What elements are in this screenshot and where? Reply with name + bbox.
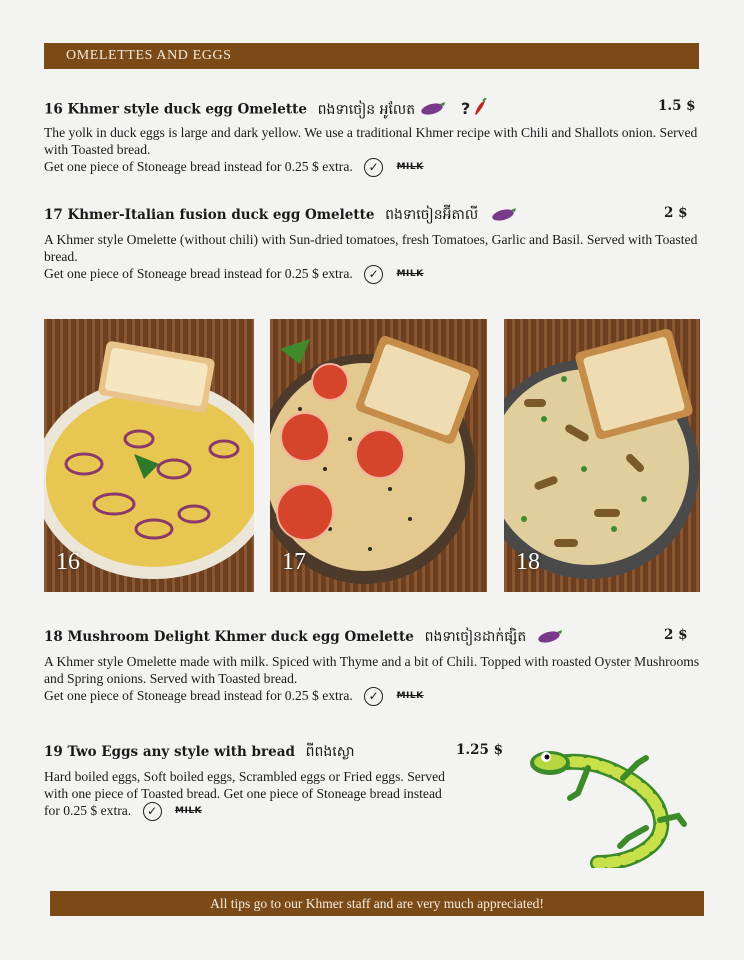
photo-omelette-18 bbox=[504, 319, 700, 592]
section-title: OMELETTES AND EGGS bbox=[66, 48, 232, 63]
photo-number: 16 bbox=[56, 549, 80, 575]
eggplant-icon bbox=[491, 206, 517, 226]
item-khmer-name: ពងទាចៀនដាក់ផ្សិត bbox=[424, 629, 527, 645]
menu-item-17 bbox=[44, 205, 700, 284]
item-khmer-name: ពងទាចៀនអ៊ីតាលី bbox=[385, 207, 479, 223]
item-bread-option: Get one piece of Stoneage bread instead for 0.25 $ extra. bbox=[44, 688, 353, 703]
eggplant-icon bbox=[420, 100, 446, 120]
vegetarian-icon: ✓ bbox=[364, 265, 383, 284]
vegetarian-icon: ✓ bbox=[143, 802, 162, 821]
item-price: 2 $ bbox=[664, 627, 688, 643]
footer-text: All tips go to our Khmer staff and are very much appreciated! bbox=[210, 896, 544, 911]
eggplant-icon bbox=[537, 628, 563, 648]
item-description: A Khmer style Omelette made with milk. Spiced with Thyme and a bit of Chili. Topped with roasted Oyster Mushrooms and Spring onions. Served with Toasted bread. bbox=[44, 654, 700, 686]
item-khmer-name: ពងទាចៀន អូលែត bbox=[317, 101, 416, 118]
no-milk-icon: MILK bbox=[396, 162, 424, 173]
menu-item-16 bbox=[44, 98, 700, 177]
item-bread-option: Get one piece of Stoneage bread instead for 0.25 $ extra. bbox=[44, 266, 353, 281]
item-price: 1.5 $ bbox=[658, 98, 696, 114]
section-header bbox=[44, 43, 699, 69]
item-khmer-name: ពីពងស្ងោ bbox=[305, 744, 355, 760]
item-bread-option: Get one piece of Stoneage bread instead for 0.25 $ extra. bbox=[44, 159, 353, 174]
chili-icon bbox=[461, 98, 489, 122]
item-description: The yolk in duck eggs is large and dark yellow. We use a traditional Khmer recipe with Chili and Shallots onion. Served with Toasted bread. bbox=[44, 125, 698, 157]
no-milk-icon: MILK bbox=[175, 806, 203, 817]
photo-omelette-17 bbox=[270, 319, 487, 592]
photo-number: 18 bbox=[516, 549, 540, 575]
svg-text:?: ? bbox=[460, 99, 470, 118]
item-title: 17 Khmer-Italian fusion duck egg Omelette bbox=[44, 207, 375, 223]
menu-item-18 bbox=[44, 627, 700, 706]
item-price: 2 $ bbox=[664, 205, 688, 221]
vegetarian-icon: ✓ bbox=[364, 687, 383, 706]
item-title: 18 Mushroom Delight Khmer duck egg Omelette bbox=[44, 629, 414, 645]
item-title: 19 Two Eggs any style with bread bbox=[44, 744, 295, 760]
item-title: 16 Khmer style duck egg Omelette bbox=[44, 101, 307, 118]
item-price: 1.25 $ bbox=[456, 742, 503, 758]
no-milk-icon: MILK bbox=[396, 691, 424, 702]
photo-omelette-16 bbox=[44, 319, 254, 592]
footer-banner bbox=[50, 891, 704, 916]
menu-item-19 bbox=[44, 742, 514, 821]
item-description: Hard boiled eggs, Soft boiled eggs, Scrambled eggs or Fried eggs. Served with one piece of Toasted bread. Get one piece of Stoneage bread instead for 0.25 $ extra. bbox=[44, 769, 445, 818]
item-description: A Khmer style Omelette (without chili) with Sun-dried tomatoes, fresh Tomatoes, Garlic and Basil. Served with Toasted bread. bbox=[44, 232, 698, 264]
no-milk-icon: MILK bbox=[396, 269, 424, 280]
vegetarian-icon: ✓ bbox=[364, 158, 383, 177]
photo-number: 17 bbox=[282, 549, 306, 575]
gecko-illustration bbox=[528, 738, 688, 872]
